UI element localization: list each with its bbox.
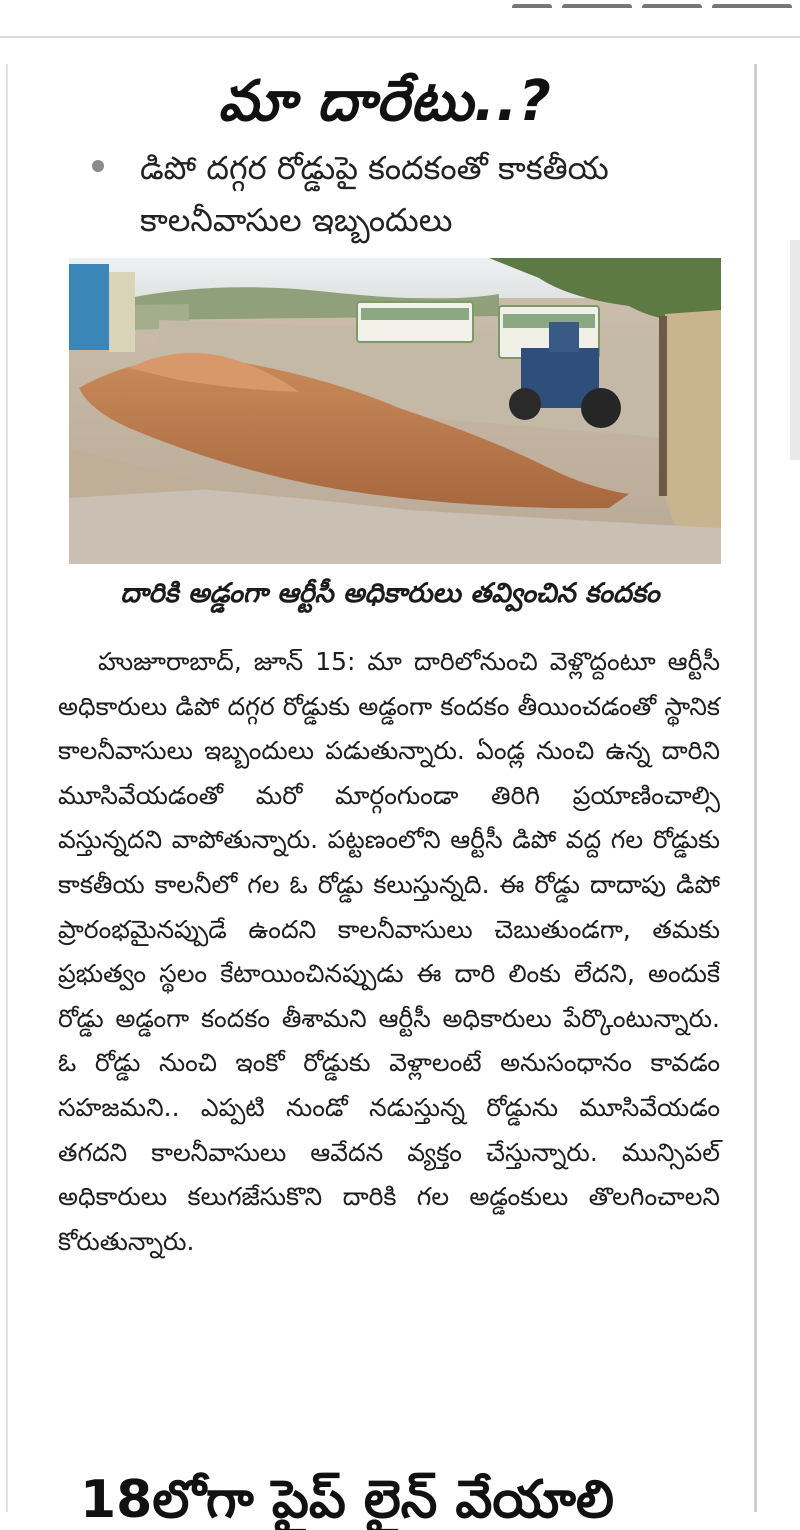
article-dateline: హుజూరాబాద్, జూన్ 15: [98, 647, 356, 676]
article-headline: మా దారేటు..? [218, 69, 552, 134]
article-text: మా దారిలోనుంచి వెళ్లొద్దంటూ ఆర్టీసీ అధికారులు డిపో దగ్గర రోడ్డుకు అడ్డంగా కందకం తీయించడంతో స్థానిక కాలనీవాసులు ఇబ్బందులు పడుతున్నారు. ఏండ్ల నుంచి ఉన్న దారిని మూసివేయడంతో మరో మార్గంగుండా తిరిగి ప్రయాణించాల్సి వస్తున్నదని వాపోతున్నారు. పట్టణంలోని ఆర్టీసీ డిపో వద్ద గల రోడ్డుకు కాకతీయ కాలనీలో గల ఓ రోడ్డు కలుస్తున్నది. ఈ రోడ్డు దాదాపు డిపో ప్రారంభమైనప్పుడే ఉందని కాలనీవాసులు చెబుతుండగా, తమకు ప్రభుత్వం స్థలం కేటాయించినప్పుడు ఈ దారి లింకు లేదని, అందుకే రోడ్డు అడ్డంగా కందకం తీశామని ఆర్టీసీ అధికారులు పేర్కొంటున్నారు. ఓ రోడ్డు నుంచి ఇంకో రోడ్డుకు వెళ్లాలంటే అనుసంధానం కావడం సహజమని.. ఎప్పటి నుండో నడుస్తున్న రోడ్డును మూసివేయడం తగదని కాలనీవాసులు ఆవేదన వ్యక్తం చేస్తున్నారు. మున్సిపల్ అధికారులు కలుగజేసుకొని దారికి గల అడ్డంకులు తొలగించాలని కోరుతున్నారు. [58, 647, 720, 1256]
column-rule-right [754, 64, 757, 1512]
adjacent-column-edge [790, 240, 800, 460]
top-strip [0, 0, 800, 38]
top-left-fragment [0, 0, 14, 8]
photo-road-trench-icon [69, 258, 721, 564]
top-right-fragment [512, 0, 800, 8]
article-photo [69, 258, 721, 564]
bullet-icon [92, 160, 104, 172]
photo-caption: దారికి అడ్డంగా ఆర్టీసీ అధికారులు తవ్వించిన కందకం [120, 578, 660, 609]
article-subheadline: డిపో దగ్గర రోడ్డుపై కందకంతో కాకతీయ కాలనీవాసుల ఇబ్బందులు [140, 149, 609, 239]
column-rule-left [6, 64, 8, 1512]
next-article-headline-fragment: 18లోగా పైప్ లైన్ వేయాలి [80, 1470, 615, 1530]
article-body [58, 640, 720, 1264]
